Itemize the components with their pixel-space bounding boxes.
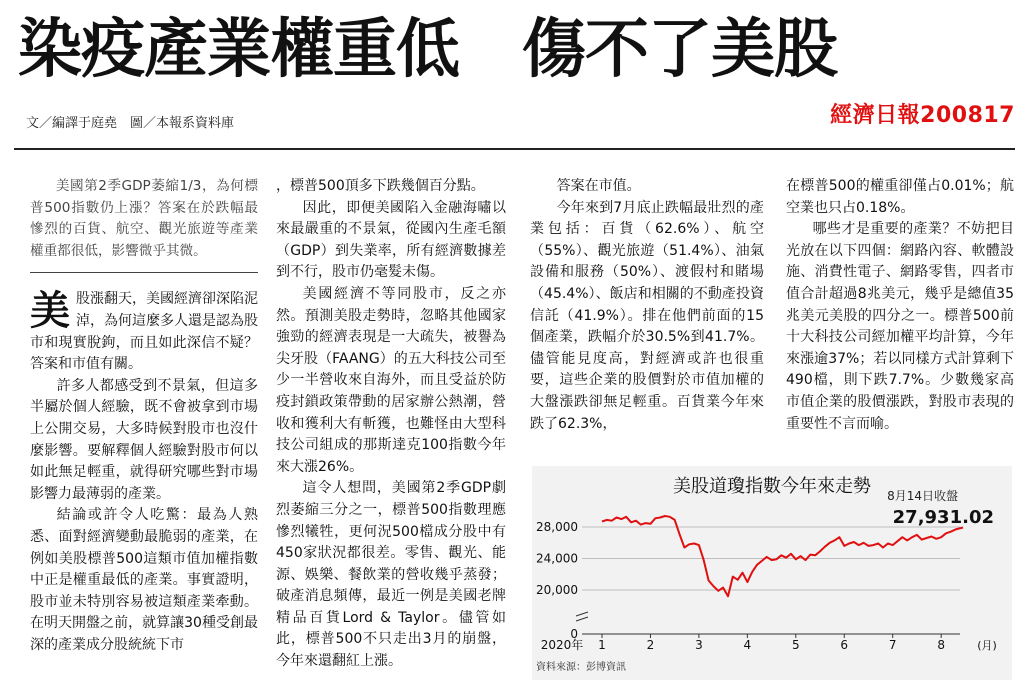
article-column-1 (30, 176, 258, 656)
article-column-3 (530, 176, 764, 435)
axis-break-mark (576, 612, 588, 621)
lead-paragraph: 美國第2季GDP萎縮1/3，為何標普500指數仍上漲？答案在於跌幅最慘烈的百貨、航空、觀光旅遊等產業權重都很低，影響微乎其微。 (30, 178, 258, 259)
paragraph: 這令人想問，美國第2季GDP劇烈萎縮三分之一，標普500指數理應慘烈犧牲，更何況500檔成分股中有450家狀況都很差。零售、觀光、能源、娛樂、餐飲業的營收幾乎蒸發；破產消息頻傳，最近一例是美國老牌精品百貨Lord & Taylor。儘管如此，標普500不只走出3月的崩盤，今年來還翻紅上漲。 (276, 480, 506, 670)
paragraph: ，標普500頂多下跌幾個百分點。 (276, 178, 485, 194)
x-axis-unit: (月) (977, 639, 997, 652)
x-tick-label: 8 (937, 638, 945, 652)
series-layer (602, 516, 963, 596)
y-tick-label: 0 (570, 627, 578, 641)
y-axis-ticks (536, 520, 578, 641)
paragraph: 美國經濟不等同股市，反之亦然。預測美股走勢時，忽略其他國家強勁的經濟表現是一大疏失，被譽為尖牙股（FAANG）的五大科技公司至少一半營收來自海外，而且受益於防疫封鎖政策帶動的居家辦公熱潮，營收和獲利大有斬獲，也難怪由大型科技公司組成的那斯達克100指數今年來大漲26%。 (276, 285, 506, 475)
chart-grid (582, 527, 960, 590)
x-tick-label: 4 (743, 638, 752, 652)
headline: 染疫產業權重低 傷不了美股 (18, 13, 837, 87)
dow-series-line (602, 516, 963, 596)
x-tick-label: 6 (840, 638, 849, 652)
x-tick-label: 3 (695, 638, 703, 652)
dropcap: 美 (30, 287, 70, 335)
dow-chart-svg (532, 466, 1012, 680)
source-tag: 經濟日報200817 (830, 103, 1015, 128)
x-axis-ticks (598, 634, 945, 652)
chart-title: 美股道瓊指數今年來走勢 (673, 476, 871, 497)
paragraph: 答案在市值。 (556, 178, 641, 194)
lead-divider (30, 272, 258, 273)
x-axis-prefix: 2020年 (540, 638, 584, 652)
byline: 文／編譯于庭堯 圖／本報系資料庫 (26, 116, 235, 131)
chart-source: 資料來源：彭博資訊 (536, 662, 626, 673)
article-column-2 (276, 176, 506, 673)
callout-value: 27,931.02 (892, 507, 994, 528)
article-column-4 (786, 176, 1014, 435)
paragraph: 因此，即便美國陷入金融海嘯以來最嚴重的不景氣，從國內生產毛額（GDP）到失業率，所有經濟數據差到不行，股市仍毫髮未傷。 (276, 199, 506, 281)
x-tick-label: 7 (888, 638, 897, 652)
y-tick-label: 24,000 (536, 551, 578, 566)
dow-chart (532, 466, 1012, 680)
paragraph: 許多人都感受到不景氣，但這多半屬於個人經驗，既不會被拿到市場上公開交易，大多時候對股市也沒什麼影響。要解釋個人經驗對股市何以如此無足輕重，就得研究哪些對市場影響力最薄弱的產業。 (30, 377, 258, 502)
y-tick-label: 28,000 (536, 520, 578, 534)
callout-date: 8月14日收盤 (887, 489, 958, 503)
opening-paragraph (30, 289, 258, 375)
paragraph-text: 股漲翻天，美國經濟卻深陷泥淖，為何這麼多人還是認為股市和現實脫鉤，而且如此深信不疑？答案和市值有關。 (30, 291, 258, 373)
header-rule (14, 148, 1015, 150)
paragraph: 今年來到7月底止跌幅最壯烈的產業包括：百貨（62.6%）、航空（55%）、觀光旅遊（51.4%）、油氣設備和服務（50%）、渡假村和賭場（45.4%）、飯店和相關的不動產投資信託（41.9%）。排在他們前面的15個產業，跌幅介於30.5%到41.7%。儘管能見度高，對經濟或許也很重要，這些企業的股價對於市值加權的大盤漲跌卻無足輕重。百貨業今年來跌了62.3%， (530, 199, 764, 432)
x-tick-label: 1 (598, 638, 606, 652)
paragraph: 結論或許令人吃驚：最為人熟悉、面對經濟變動最脆弱的產業，在例如美股標普500這類市值加權指數中正是權重最低的產業。事實證明，股市並未特別容易被這類產業牽動。在明天開盤之前，就算讓30種受創最深的產業成分股統統下市 (30, 507, 258, 653)
paragraph: 在標普500的權重卻僅占0.01%；航空業也只占0.18%。 (786, 178, 1014, 216)
paragraph: 哪些才是重要的產業？不妨把目光放在以下四個：網路內容、軟體設施、消費性電子、網路零售，四者市值合計超過8兆美元，幾乎是總值35兆美元美股的四分之一。標普500前十大科技公司經加權平均計算，今年來漲逾37%；若以同樣方式計算剩下490檔，則下跌7.7%。少數幾家高市值企業的股價漲跌，對股市表現的重要性不言而喻。 (786, 221, 1014, 432)
y-tick-label: 20,000 (536, 583, 578, 597)
x-tick-label: 2 (646, 638, 655, 652)
x-tick-label: 5 (791, 638, 800, 652)
